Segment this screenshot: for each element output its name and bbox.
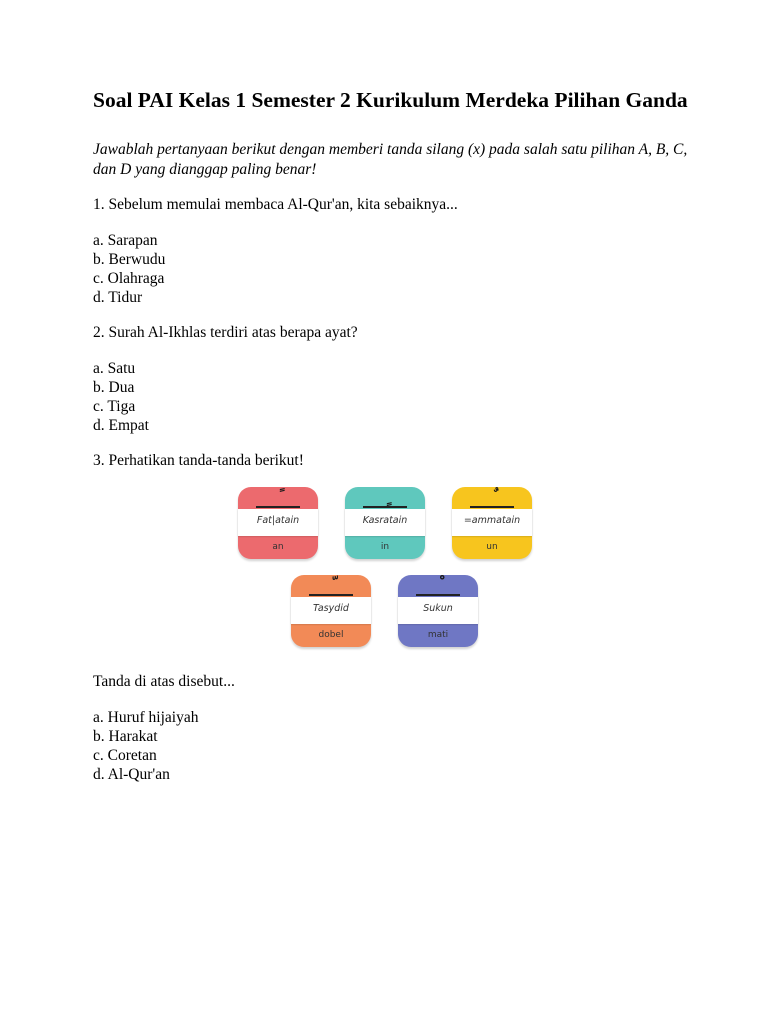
harakat-card-dhammatain bbox=[452, 487, 532, 559]
question-3: 3. Perhatikan tanda-tanda berikut! bbox=[93, 452, 304, 469]
harakat-card-sukun bbox=[398, 575, 478, 647]
option-d: d. Tidur bbox=[93, 289, 143, 306]
sukun-glyph bbox=[398, 576, 478, 594]
card-sound: in bbox=[380, 542, 390, 552]
card-name: =ammatain bbox=[463, 515, 521, 526]
option-b: b. Dua bbox=[93, 379, 135, 396]
option-a: a. Huruf hijaiyah bbox=[93, 709, 199, 726]
question-3-followup: Tanda di atas disebut... bbox=[93, 673, 235, 690]
option-a: a. Sarapan bbox=[93, 232, 158, 249]
card-sound: dobel bbox=[318, 630, 344, 640]
harakat-card-fathatain bbox=[238, 487, 318, 559]
option-d: d. Al-Qur'an bbox=[93, 766, 170, 783]
card-sound: un bbox=[486, 542, 498, 552]
document-title: Soal PAI Kelas 1 Semester 2 Kurikulum Merdeka Pilihan Ganda bbox=[93, 88, 688, 112]
option-c: c. Tiga bbox=[93, 398, 136, 415]
document-page bbox=[93, 87, 693, 784]
question-2: 2. Surah Al-Ikhlas terdiri atas berapa ayat? bbox=[93, 324, 358, 341]
card-sound: mati bbox=[427, 630, 449, 640]
option-b: b. Berwudu bbox=[93, 251, 166, 268]
instruction-text: Jawablah pertanyaan berikut dengan memberi tanda silang (x) pada salah satu pilihan A, B, C, dan D yang dianggap paling benar! bbox=[93, 141, 688, 178]
option-c: c. Olahraga bbox=[93, 270, 165, 287]
question-2-options bbox=[93, 359, 693, 435]
option-b: b. Harakat bbox=[93, 728, 158, 745]
option-a: a. Satu bbox=[93, 360, 136, 377]
option-d: d. Empat bbox=[93, 417, 149, 434]
card-name: Tasydid bbox=[313, 603, 349, 614]
card-name: Kasratain bbox=[362, 515, 408, 526]
option-c: c. Coretan bbox=[93, 747, 157, 764]
card-name: Sukun bbox=[423, 603, 453, 614]
harakat-figure bbox=[93, 480, 693, 670]
dhammatain-glyph bbox=[452, 488, 532, 506]
card-sound: an bbox=[272, 542, 284, 552]
fathatain-glyph bbox=[238, 488, 318, 506]
tasydid-glyph bbox=[291, 576, 371, 594]
kasratain-glyph bbox=[345, 488, 425, 506]
question-1: 1. Sebelum memulai membaca Al-Qur'an, kita sebaiknya... bbox=[93, 196, 458, 213]
harakat-card-kasratain bbox=[345, 487, 425, 559]
harakat-card-tasydid bbox=[291, 575, 371, 647]
card-name: Fat|atain bbox=[256, 515, 300, 526]
question-1-options bbox=[93, 231, 693, 307]
question-3-options bbox=[93, 708, 693, 784]
